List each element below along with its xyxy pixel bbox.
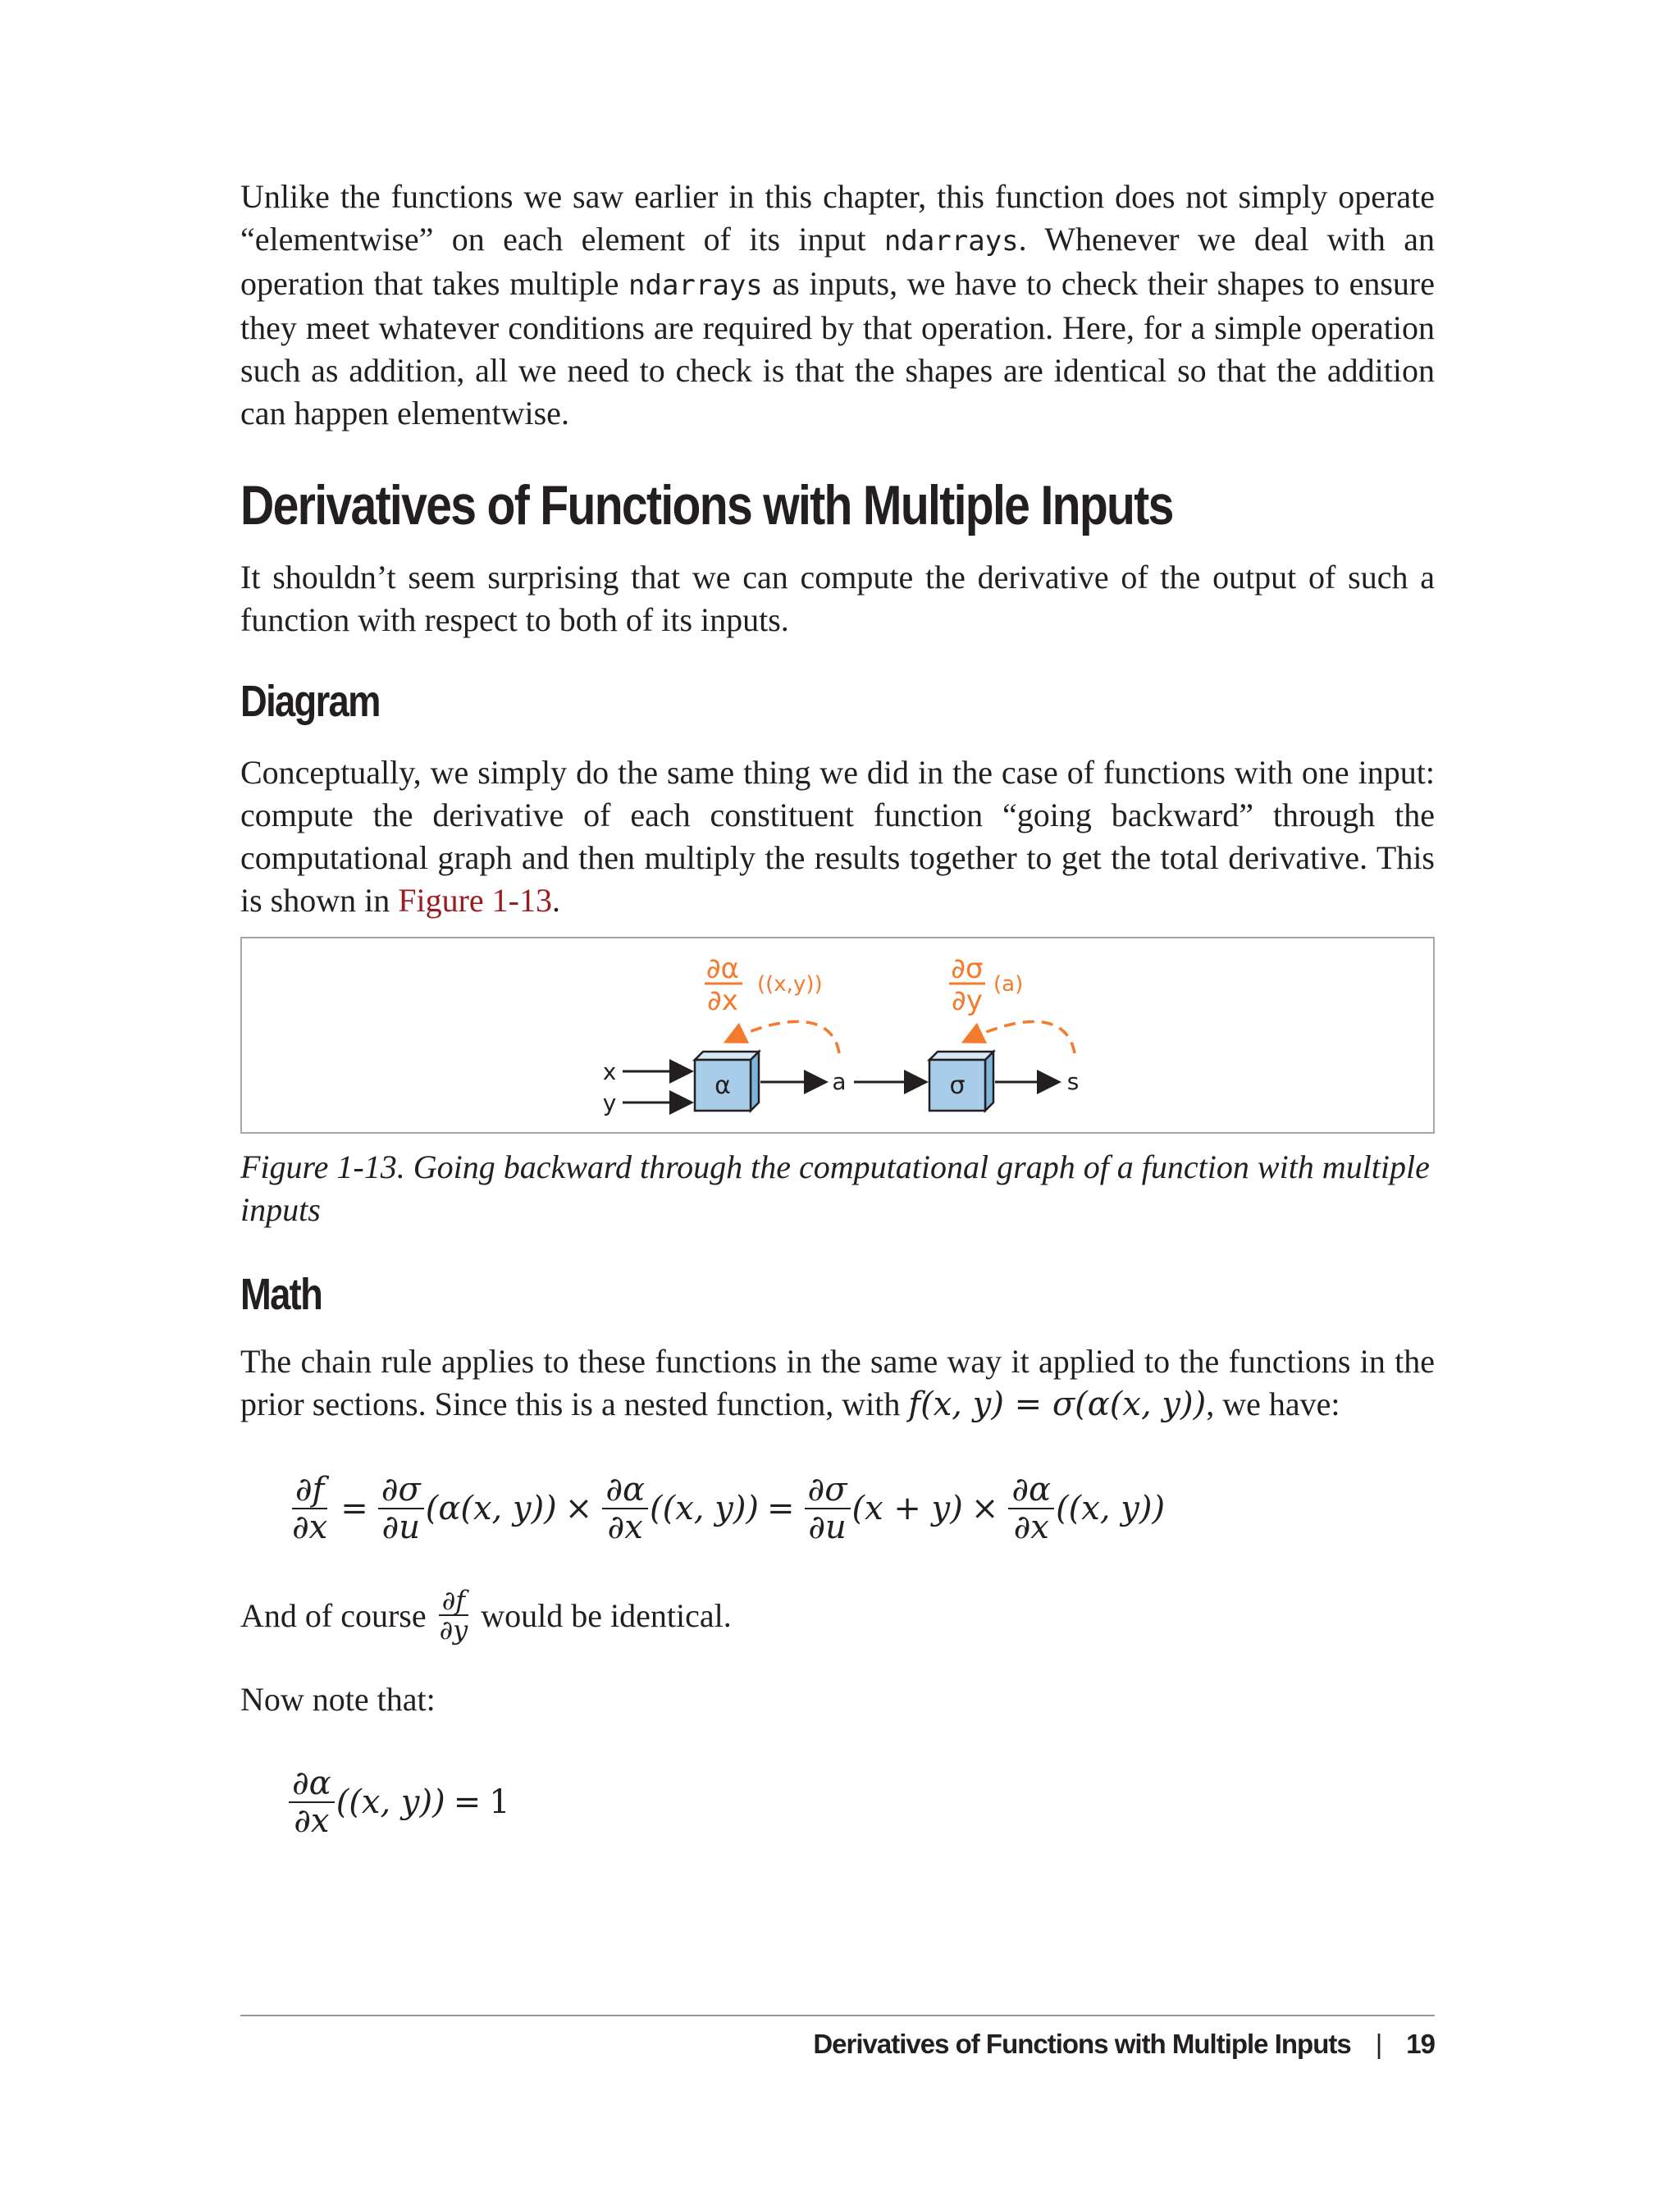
backward-arrow-1	[726, 1021, 839, 1053]
deriv2-numerator: ∂σ	[951, 952, 984, 985]
intermediate-a: a	[832, 1068, 847, 1095]
dalpha-dx: $\frac{\partial\alpha}{\partial x}$	[289, 1765, 335, 1839]
para-text: Conceptually, we simply do the same thing we did in the case of functions with one input: compute the derivative of each constituent function “going backward” through the computational graph and then multiply the results together to get the total derivative. This is shown in	[240, 754, 1435, 919]
para-text: And of course	[240, 1596, 435, 1634]
figure-link[interactable]: Figure 1-13	[398, 882, 553, 919]
figure-caption: Figure 1-13. Going backward through the computational graph of a function with multiple inputs	[240, 1148, 1430, 1228]
para-text: would be identical.	[472, 1596, 732, 1634]
math-paragraph	[240, 1340, 1435, 1426]
dsigma-du: $\frac{\partial\sigma}{\partial u}$	[378, 1472, 424, 1545]
code-ndarrays: ndarrays	[883, 225, 1019, 258]
diagram-heading: Diagram	[240, 677, 380, 726]
section-title: Derivatives of Functions with Multiple Inputs	[240, 474, 1173, 536]
para-text: .	[552, 882, 561, 919]
deriv2-denominator: ∂y	[952, 984, 983, 1017]
para-text: . Whenever we deal with an operation that takes multiple	[240, 221, 1435, 302]
term-arg: ((x, y))	[336, 1783, 445, 1821]
input-x: x	[602, 1058, 617, 1085]
computational-graph	[242, 938, 1433, 1132]
page-number: 19	[1406, 2029, 1435, 2059]
footer-rule	[240, 2015, 1435, 2016]
inline-math: f(x, y) = σ(α(x, y))	[908, 1386, 1207, 1423]
alpha-label: α	[714, 1071, 731, 1100]
term-arg: ((x, y))	[1056, 1490, 1166, 1527]
term-arg: (α(x, y))	[425, 1490, 557, 1527]
backward-arrow-2	[964, 1021, 1075, 1053]
term-arg: (x + y)	[851, 1490, 963, 1527]
and-of-course-line	[240, 1586, 732, 1644]
diagram-paragraph	[240, 751, 1435, 922]
section-intro: It shouldn’t seem surprising that we can compute the derivative of the output of such a function with respect to both of its inputs.	[240, 559, 1435, 638]
dsigma-du: $\frac{\partial\sigma}{\partial u}$	[805, 1472, 851, 1545]
running-footer	[813, 2026, 1435, 2062]
intro-paragraph	[240, 176, 1435, 435]
df-dy: $\frac{\partial f}{\partial y}$	[439, 1585, 468, 1646]
sigma-box	[929, 1052, 993, 1111]
dalpha-dx: $\frac{\partial\alpha}{\partial x}$	[602, 1472, 648, 1545]
equation-rhs: 1	[489, 1783, 510, 1821]
input-y: y	[602, 1089, 617, 1116]
sigma-label: σ	[949, 1071, 966, 1100]
deriv1-argument: ((x,y))	[757, 972, 823, 997]
figure-1-13	[240, 937, 1435, 1134]
df-dx: $\frac{\partial f}{\partial x}$	[292, 1471, 328, 1546]
term-arg: ((x, y))	[650, 1490, 760, 1527]
para-text: The chain rule applies to these functions in the same way it applied to the functions in the prior sections. Since this is a nested function, with	[240, 1343, 1435, 1422]
para-text: Unlike the functions we saw earlier in this chapter, this function does not simply operate “elementwise” on each element of its input	[240, 178, 1435, 258]
alpha-box	[695, 1052, 759, 1111]
deriv1-numerator: ∂α	[706, 952, 739, 985]
para-text: , we have:	[1206, 1386, 1340, 1422]
now-note-that: Now note that:	[240, 1681, 436, 1718]
footer-title: Derivatives of Functions with Multiple Inputs	[813, 2029, 1351, 2059]
chain-rule-equation: $\frac{\partial f}{\partial x}$ = $\frac{\partial\sigma}{\partial u}$ (α(x, y)) × $\frac{\partial\alpha}{\partial x}$ ((x, y)) = $\frac{\partial\sigma}{\partial u}$ (x + y) × $\frac{\partial\alpha}{\partial x}$ ((x, y))	[287, 1472, 1165, 1545]
math-heading: Math	[240, 1270, 322, 1319]
footer-separator: |	[1375, 2029, 1382, 2059]
dalpha-dx-equation: $\frac{\partial\alpha}{\partial x}$ ((x, y)) = 1	[287, 1765, 510, 1839]
code-ndarrays: ndarrays	[628, 269, 763, 302]
para-text: as inputs, we have to check their shapes to ensure they meet whatever conditions are required by that operation. Here, for a simple operation such as addition, all we need to check is that the shapes are identical so that the addition can happen elementwise.	[240, 265, 1435, 431]
deriv1-denominator: ∂x	[707, 984, 738, 1017]
dalpha-dx: $\frac{\partial\alpha}{\partial x}$	[1008, 1472, 1054, 1545]
deriv2-argument: (a)	[993, 972, 1024, 997]
output-s: s	[1066, 1068, 1080, 1095]
